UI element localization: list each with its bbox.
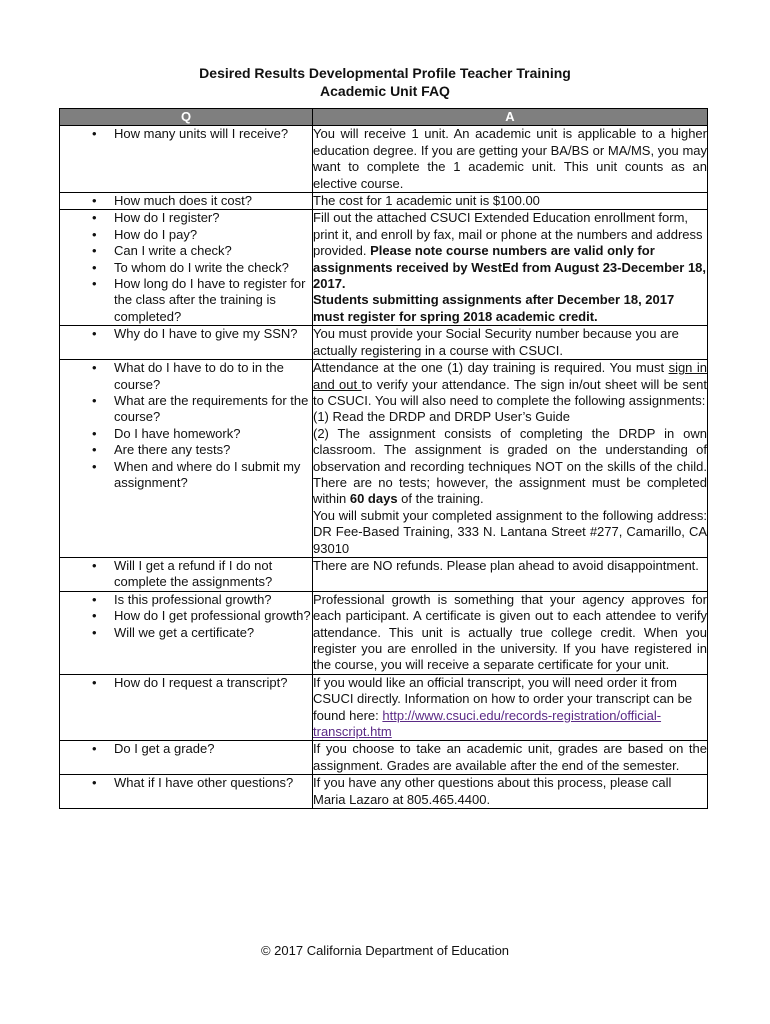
question-item: • How many units will I receive? xyxy=(114,126,312,142)
question-item: • Why do I have to give my SSN? xyxy=(114,326,312,342)
question-item: • How much does it cost? xyxy=(114,193,312,209)
question-item: • What are the requirements for the course? xyxy=(114,393,312,426)
question-cell xyxy=(60,193,313,210)
answer-text: Attendance at the one (1) day training is required. You must xyxy=(313,360,669,376)
answer-cell xyxy=(313,674,708,741)
question-cell xyxy=(60,557,313,591)
answer-paragraph xyxy=(313,426,707,508)
answer-cell xyxy=(313,360,708,558)
title-line-2: Academic Unit FAQ xyxy=(320,83,450,99)
table-header-row xyxy=(60,109,708,126)
question-item: • Do I get a grade? xyxy=(114,741,312,757)
question-item: • How do I pay? xyxy=(114,227,312,243)
answer-text: Fill out the attached CSUCI Extended Education enrollment form, print it, and enroll by fax, mail or phone at the numbers and address provided. xyxy=(313,210,703,259)
answer-text: of the training. xyxy=(397,491,484,507)
question-item: • When and where do I submit my assignment? xyxy=(114,459,312,492)
answer-underlined-text: sign in and out xyxy=(313,360,707,392)
answer-cell: If you choose to take an academic unit, grades are based on the assignment. Grades are available after the end of the semester. xyxy=(313,741,707,773)
transcript-link[interactable]: http://www.csuci.edu/records-registration/official-transcript.htm xyxy=(313,707,662,740)
question-cell xyxy=(60,741,313,775)
answer-cell: If you have any other questions about this process, please call Maria Lazaro at 805.465.4400. xyxy=(313,775,708,809)
question-cell xyxy=(60,674,313,741)
question-item: • How long do I have to register for the class after the training is completed? xyxy=(114,276,312,325)
footer-copyright: © 2017 California Department of Education xyxy=(260,943,510,958)
answer-cell: You will receive 1 unit. An academic unit is applicable to a higher education degree. If you are getting your BA/BS or MA/MS, you may want to complete the 1 academic unit. This unit counts as an elective course. xyxy=(313,126,707,191)
table-row xyxy=(60,557,708,591)
answer-paragraph: (1) Read the DRDP and DRDP User’s Guide xyxy=(313,409,570,425)
answer-cell xyxy=(313,210,708,326)
table-row xyxy=(60,210,708,326)
answer-paragraph xyxy=(313,360,707,409)
table-row xyxy=(60,674,708,741)
question-cell xyxy=(60,775,313,809)
header-q: Q xyxy=(60,109,313,126)
title-line-1: Desired Results Developmental Profile Teacher Training xyxy=(199,65,571,81)
question-item: • How do I request a transcript? xyxy=(114,675,312,691)
question-item: • What do I have to do to in the course? xyxy=(114,360,312,393)
answer-paragraph: You will submit your completed assignment to the following address: DR Fee-Based Training, 333 N. Lantana Street #277, Camarillo, CA 93010 xyxy=(313,507,707,556)
question-item: • How do I get professional growth? xyxy=(114,608,312,624)
question-item: • What if I have other questions? xyxy=(114,775,312,791)
header-a: A xyxy=(313,109,708,126)
question-item: • To whom do I write the check? xyxy=(114,260,312,276)
question-cell xyxy=(60,210,313,326)
table-row xyxy=(60,126,708,193)
answer-bold-note: Students submitting assignments after December 18, 2017 must register for spring 2018 academic credit. xyxy=(313,292,675,324)
question-item: • Is this professional growth? xyxy=(114,592,312,608)
question-item: • Will we get a certificate? xyxy=(114,625,312,641)
question-cell xyxy=(60,591,313,674)
question-item: • Are there any tests? xyxy=(114,442,312,458)
table-row xyxy=(60,775,708,809)
question-item: • Can I write a check? xyxy=(114,243,312,259)
faq-table xyxy=(59,108,708,809)
answer-cell: You must provide your Social Security number because you are actually registering in a course with CSUCI. xyxy=(313,326,708,360)
answer-text: to verify your attendance. The sign in/out sheet will be sent to CSUCI. You will also need to complete the following assignments: xyxy=(313,376,707,408)
table-row xyxy=(60,591,708,674)
answer-cell: Professional growth is something that your agency approves for each participant. A certificate is given out to each attendee to verify attendance. This unit is actually true college credit. When you register you are enrolled in the university. If you have registered in the course, you will receive a separate certificate for your unit. xyxy=(313,591,707,673)
question-cell xyxy=(60,326,313,360)
answer-cell: The cost for 1 academic unit is $100.00 xyxy=(313,193,708,210)
answer-bold-text: 60 days xyxy=(349,491,398,507)
answer-text: If you would like an official transcript, you will need order it from CSUCI directly. Information on how to order your transcript can be found here: xyxy=(313,674,693,723)
question-item: • Will I get a refund if I do not complete the assignments? xyxy=(114,558,312,591)
table-row xyxy=(60,360,708,558)
question-cell xyxy=(60,126,313,193)
answer-text: (2) The assignment consists of completing the DRDP in own classroom. The assignment is graded on the understanding of observation and recording techniques NOT on the skills of the child. There are no tests; however, the assignment must be completed within xyxy=(313,425,707,507)
document-title xyxy=(0,64,770,100)
question-item: • Do I have homework? xyxy=(114,426,312,442)
table-row xyxy=(60,193,708,210)
question-item: • How do I register? xyxy=(114,210,312,226)
answer-bold-note: Please note course numbers are valid only for assignments received by WestEd from August 23-December 18, 2017. xyxy=(313,243,707,292)
answer-cell: There are NO refunds. Please plan ahead to avoid disappointment. xyxy=(313,557,708,591)
table-row xyxy=(60,741,708,775)
question-cell xyxy=(60,360,313,558)
table-row xyxy=(60,326,708,360)
